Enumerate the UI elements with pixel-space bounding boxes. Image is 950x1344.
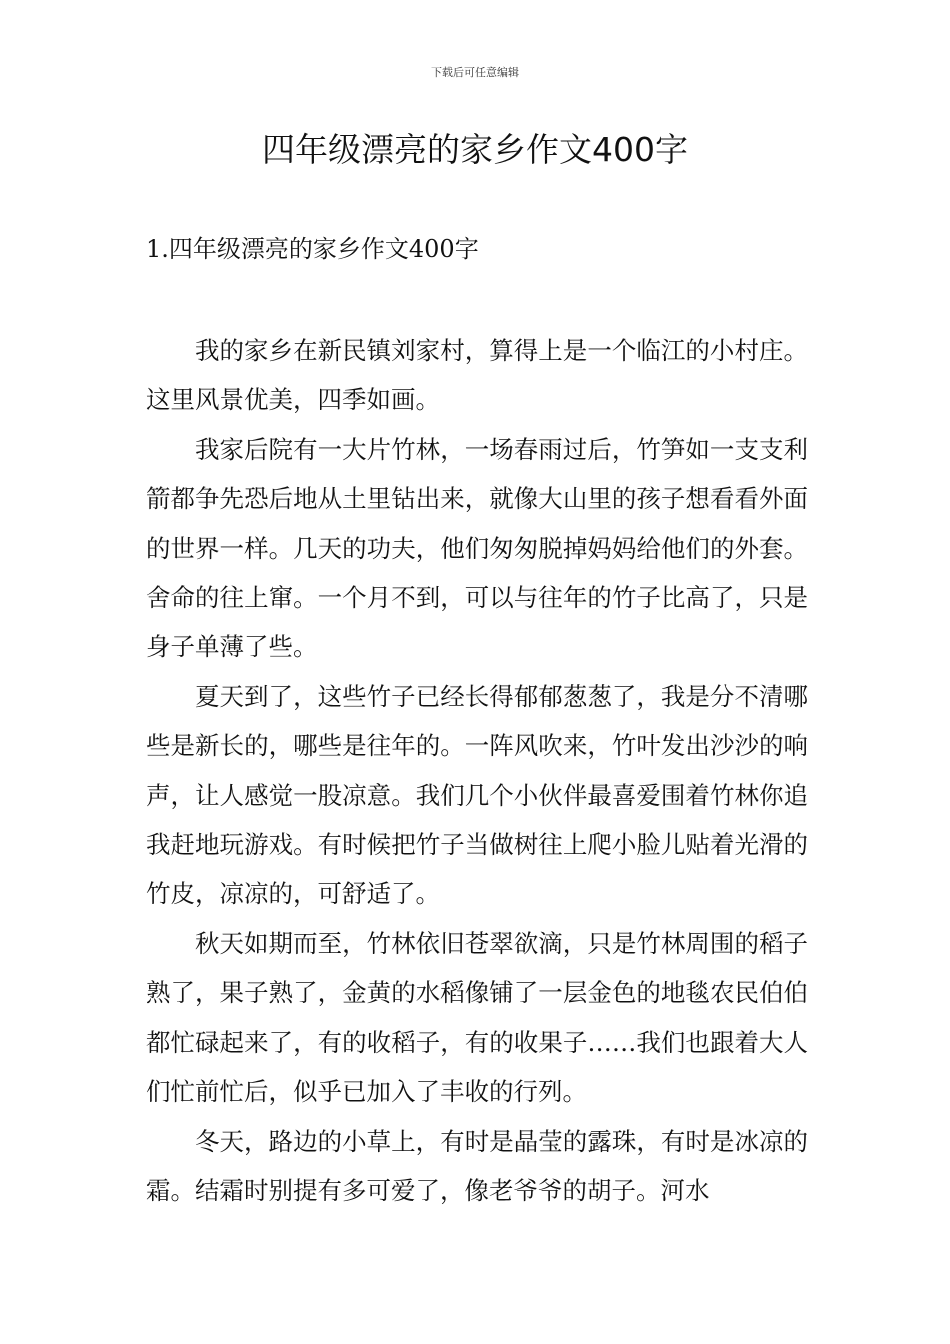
header-note: 下载后可任意编辑: [431, 66, 519, 79]
document-title: 四年级漂亮的家乡作文400字: [262, 130, 688, 169]
essay-body: [146, 326, 808, 1215]
paragraph-3: 夏天到了，这些竹子已经长得郁郁葱葱了，我是分不清哪些是新长的，哪些是往年的。一阵风吹来，竹叶发出沙沙的响声，让人感觉一股凉意。我们几个小伙伴最喜爱围着竹林你追我赶地玩游戏。有时候把竹子当做树往上爬小脸儿贴着光滑的竹皮，凉凉的，可舒适了。: [146, 681, 808, 909]
paragraph-1: 我的家乡在新民镇刘家村，算得上是一个临江的小村庄。这里风景优美，四季如画。: [146, 336, 808, 415]
paragraph-2: 我家后院有一大片竹林，一场春雨过后，竹笋如一支支利箭都争先恐后地从土里钻出来，就像大山里的孩子想看看外面的世界一样。几天的功夫，他们匆匆脱掉妈妈给他们的外套。舍命的往上窜。一个月不到，可以与往年的竹子比高了，只是身子单薄了些。: [146, 434, 808, 662]
section-heading: 1.四年级漂亮的家乡作文400字: [146, 235, 479, 263]
paragraph-5: 冬天，路边的小草上，有时是晶莹的露珠，有时是冰凉的霜。结霜时别提有多可爱了，像老爷爷的胡子。河水: [146, 1126, 808, 1205]
paragraph-4: 秋天如期而至，竹林依旧苍翠欲滴，只是竹林周围的稻子熟了，果子熟了，金黄的水稻像铺了一层金色的地毯农民伯伯都忙碌起来了，有的收稻子，有的收果子……我们也跟着大人们忙前忙后，似乎已加入了丰收的行列。: [146, 928, 808, 1107]
